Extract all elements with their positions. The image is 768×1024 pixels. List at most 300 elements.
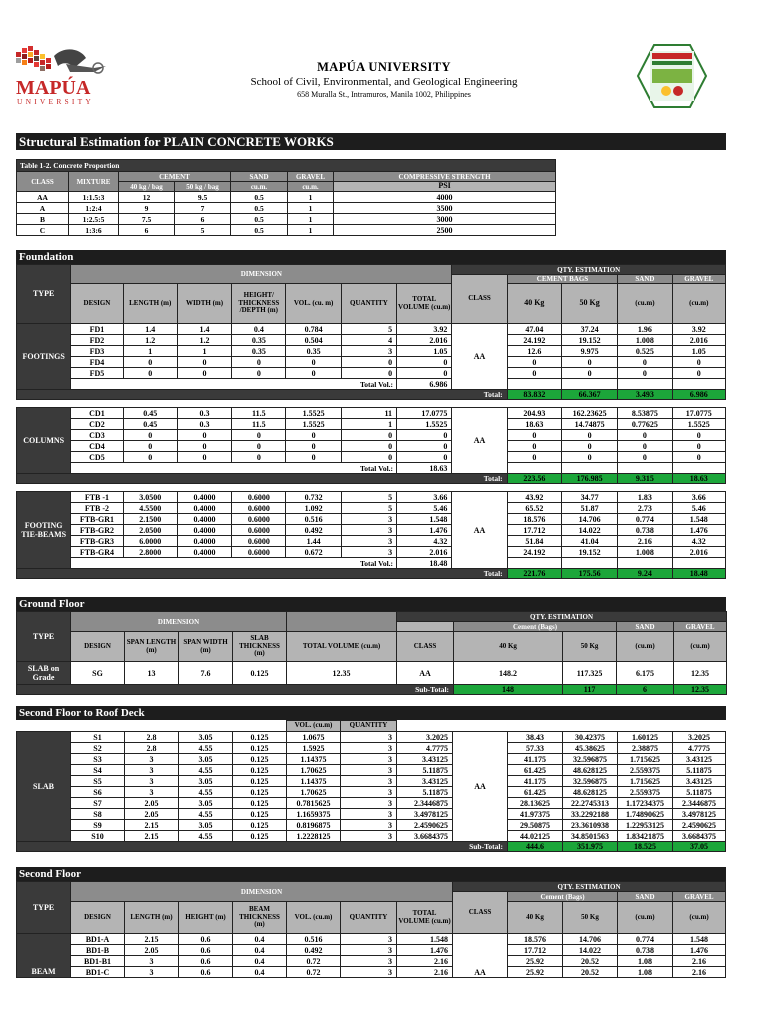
blank-cell <box>618 558 672 569</box>
cell: 0.738 <box>618 525 672 536</box>
table-row <box>17 474 726 484</box>
cell: 1:2.5:5 <box>69 214 119 225</box>
cell: 1.008 <box>618 547 672 558</box>
cell: FTB-GR4 <box>71 547 123 558</box>
cell: 5 <box>175 225 231 236</box>
cell: 3.66 <box>397 492 452 503</box>
cell: 3.2025 <box>673 732 726 743</box>
col-header-dimension: DIMENSION <box>71 265 452 284</box>
cell: 0 <box>177 368 231 379</box>
cell: FD2 <box>71 335 123 346</box>
table-row <box>17 809 726 820</box>
cell: 0 <box>341 430 396 441</box>
blank-cell <box>507 379 561 390</box>
table-row <box>17 408 726 419</box>
cell: S2 <box>71 743 125 754</box>
cell: 0 <box>618 441 672 452</box>
school-name: School of Civil, Environmental, and Geological Engineering <box>250 76 518 88</box>
cell: 0 <box>232 441 286 452</box>
cell: 1.5525 <box>397 419 452 430</box>
cell: 0 <box>123 452 177 463</box>
cell: 17.712 <box>507 525 561 536</box>
col-header-class: CLASS <box>453 892 508 934</box>
cell: B <box>17 214 69 225</box>
blank-cell <box>561 379 617 390</box>
cell: 0.672 <box>286 547 341 558</box>
total-label: Total: <box>17 474 508 484</box>
cell: 11.5 <box>232 419 286 430</box>
cell: 2.8 <box>125 732 179 743</box>
cell: 0.125 <box>233 743 287 754</box>
cell: 0.4 <box>233 934 287 945</box>
class-value: AA <box>453 934 508 978</box>
total-value: 3.493 <box>618 390 672 400</box>
blank-cell <box>561 558 617 569</box>
table-row <box>17 787 726 798</box>
cell: 4.55 <box>179 831 233 842</box>
class-value: AA <box>453 732 508 842</box>
cell: 29.50875 <box>508 820 563 831</box>
col-header-quantity: QUANTITY <box>341 902 397 934</box>
cell: 117.325 <box>563 662 617 685</box>
col-header-height: HEIGHT (m) <box>179 902 233 934</box>
table-row <box>17 956 726 967</box>
cell: 6.175 <box>617 662 674 685</box>
col-header-40kg: 40 Kg <box>454 632 563 662</box>
cell: 1.476 <box>672 525 725 536</box>
cell: 2.15 <box>125 831 179 842</box>
cell: 3 <box>341 776 397 787</box>
cell: 3 <box>341 754 397 765</box>
type-label: COLUMNS <box>17 408 71 474</box>
cell: 0.5 <box>231 214 288 225</box>
cell: 0.45 <box>123 419 177 430</box>
cell: 0.6 <box>179 945 233 956</box>
col-header-class: CLASS <box>397 632 454 662</box>
col-header-cement-bags: Cement (Bags) <box>508 892 618 902</box>
cell: 0.5 <box>231 225 288 236</box>
cell: 17.0775 <box>672 408 725 419</box>
cell: 1.08 <box>618 956 673 967</box>
cell: 0 <box>177 430 231 441</box>
blank-cell <box>507 558 561 569</box>
col-header-cement-bags: Cement (Bags) <box>454 622 617 632</box>
cell: 4.7775 <box>673 743 726 754</box>
cell: 19.152 <box>561 547 617 558</box>
cell: 0.5 <box>231 203 288 214</box>
cell: 3 <box>125 776 179 787</box>
total-label: Total: <box>17 569 508 579</box>
cell: 2.73 <box>618 503 672 514</box>
table-row <box>17 192 556 203</box>
cell: CD5 <box>71 452 123 463</box>
cell: 1.548 <box>397 514 452 525</box>
cell: FTB -1 <box>71 492 123 503</box>
cell: 3000 <box>334 214 556 225</box>
cell: 0.738 <box>618 945 673 956</box>
second-floor-table <box>16 881 726 978</box>
cell: 0 <box>286 441 341 452</box>
cell: 1.70625 <box>287 787 341 798</box>
cell: 0.516 <box>286 514 341 525</box>
cell: 32.596875 <box>563 754 618 765</box>
table-row <box>17 754 726 765</box>
cell: 0 <box>561 430 617 441</box>
cell: BD1-B1 <box>71 956 125 967</box>
cell: 2.16 <box>618 536 672 547</box>
col-header-sand-unit: (cu.m) <box>618 284 672 324</box>
cell: AA <box>17 192 69 203</box>
col-header-cement: CEMENT <box>119 172 231 182</box>
cell: 1.476 <box>397 525 452 536</box>
cell: 1.83 <box>618 492 672 503</box>
cell: 3 <box>341 346 396 357</box>
cell: 1.05 <box>672 346 725 357</box>
table-row <box>17 484 726 492</box>
cell: 3 <box>341 809 397 820</box>
cell: 0.492 <box>286 525 341 536</box>
cell: 9.5 <box>175 192 231 203</box>
cell: 44.02125 <box>508 831 563 842</box>
cell: 41.97375 <box>508 809 563 820</box>
cell: 2.16 <box>397 956 453 967</box>
cell: 0.125 <box>233 809 287 820</box>
col-header-bag40: 40 kg / bag <box>119 182 175 192</box>
table-row <box>17 743 726 754</box>
cell: 1.5525 <box>672 419 725 430</box>
cell: 1.0675 <box>287 732 341 743</box>
cell: C <box>17 225 69 236</box>
col-header-40kg: 40 Kg <box>508 902 563 934</box>
cell: BD1-A <box>71 934 125 945</box>
table-row <box>17 732 726 743</box>
cell: 65.52 <box>507 503 561 514</box>
cell: 3 <box>341 831 397 842</box>
col-header-sand: SAND <box>617 622 674 632</box>
cell: CD3 <box>71 430 123 441</box>
cell: 1:1.5:3 <box>69 192 119 203</box>
cell: 0 <box>177 357 231 368</box>
cell: 3 <box>125 787 179 798</box>
cell: FTB-GR3 <box>71 536 123 547</box>
cell: 0.504 <box>286 335 341 346</box>
subtotal-value: 18.525 <box>618 842 673 852</box>
cell: 1 <box>288 225 334 236</box>
cell: 0 <box>672 368 725 379</box>
cell: FD3 <box>71 346 123 357</box>
cell: 30.42375 <box>563 732 618 743</box>
table-row <box>17 379 726 390</box>
cell: 0 <box>123 357 177 368</box>
cell: 3 <box>341 732 397 743</box>
cell: 3.43125 <box>397 754 453 765</box>
col-header-total-volume: TOTAL VOLUME (cu.m) <box>287 632 397 662</box>
col-header-50kg: 50 Kg <box>561 284 617 324</box>
cell: 2.559375 <box>618 765 673 776</box>
cell: S8 <box>71 809 125 820</box>
cell: 0.72 <box>287 967 341 978</box>
col-header-dimension: DIMENSION <box>71 612 287 632</box>
col-header-qty: QTY. ESTIMATION <box>452 265 726 275</box>
cell: 0 <box>177 452 231 463</box>
section-ground-floor: Ground Floor <box>16 597 726 611</box>
cell: 0 <box>123 430 177 441</box>
cell: S6 <box>71 787 125 798</box>
cell: 4.32 <box>397 536 452 547</box>
cell: FTB-GR1 <box>71 514 123 525</box>
cell: 3.66 <box>672 492 725 503</box>
cell: 0 <box>232 430 286 441</box>
type-slab-on-grade: SLAB on Grade <box>17 662 71 685</box>
cell: A <box>17 203 69 214</box>
school-address: 658 Muralla St., Intramuros, Manila 1002, Philippines <box>297 90 471 99</box>
cell: 3 <box>125 967 179 978</box>
cell: 3.43125 <box>673 776 726 787</box>
col-header-quantity: QUANTITY <box>341 284 396 324</box>
cell: 2.559375 <box>618 787 673 798</box>
blank-cell <box>672 463 725 474</box>
cell: 47.04 <box>507 324 561 335</box>
cell: 0.125 <box>233 754 287 765</box>
cell: 0.774 <box>618 934 673 945</box>
table-row <box>17 842 726 852</box>
cell: 0.4000 <box>177 503 231 514</box>
col-header-length: LENGTH (m) <box>123 284 177 324</box>
cell: 1.74890625 <box>618 809 673 820</box>
cell: 13 <box>125 662 179 685</box>
cell: 48.628125 <box>563 765 618 776</box>
cell: 3 <box>341 787 397 798</box>
col-header-bag50: 50 kg / bag <box>175 182 231 192</box>
cell: 1.548 <box>397 934 453 945</box>
table-row <box>17 831 726 842</box>
cell: 0.5 <box>231 192 288 203</box>
cell: 1.96 <box>618 324 672 335</box>
table-row <box>17 390 726 400</box>
cell: 3.92 <box>672 324 725 335</box>
cell: 2.016 <box>672 547 725 558</box>
cell: 3500 <box>334 203 556 214</box>
cell: 6.0000 <box>123 536 177 547</box>
cell: 5.11875 <box>397 787 453 798</box>
col-header-qty: QTY. ESTIMATION <box>453 882 726 892</box>
cell: 0.6000 <box>232 514 286 525</box>
cell: 17.0775 <box>397 408 452 419</box>
cell: 3.05 <box>179 776 233 787</box>
cell: 1 <box>177 346 231 357</box>
cell: 0.35 <box>286 346 341 357</box>
cell: 0 <box>672 441 725 452</box>
col-header-sand: SAND <box>618 892 673 902</box>
cell: 1.4 <box>177 324 231 335</box>
cell: 11.5 <box>232 408 286 419</box>
cell: 2.016 <box>397 547 452 558</box>
cell: 0 <box>286 357 341 368</box>
total-value: 223.56 <box>507 474 561 484</box>
cell: 41.175 <box>508 754 563 765</box>
cell: 3 <box>341 956 397 967</box>
cell: 3.05 <box>179 754 233 765</box>
section-second-floor: Second Floor <box>16 867 726 881</box>
blank-cell <box>672 379 725 390</box>
table-row <box>17 368 726 379</box>
cell: 5.11875 <box>673 787 726 798</box>
cell: 0.125 <box>233 732 287 743</box>
cell: 38.43 <box>508 732 563 743</box>
cell: 0 <box>618 368 672 379</box>
cell: 5.46 <box>397 503 452 514</box>
type-label: SLAB <box>17 732 71 842</box>
col-header-dimension: DIMENSION <box>71 882 453 902</box>
cell: 1.008 <box>618 335 672 346</box>
cell: 3 <box>341 945 397 956</box>
cell: 0 <box>397 441 452 452</box>
subtotal-40kg: 148 <box>454 685 563 695</box>
blank-cell <box>507 463 561 474</box>
cell: 3.43125 <box>397 776 453 787</box>
cell: 6 <box>119 225 175 236</box>
cell: 0 <box>286 430 341 441</box>
cell: 1.2 <box>123 335 177 346</box>
cell: 4.55 <box>179 743 233 754</box>
table-row <box>17 430 726 441</box>
cell: 0 <box>341 368 396 379</box>
cell: 45.38625 <box>563 743 618 754</box>
cell: 3 <box>341 765 397 776</box>
cell: 0 <box>232 452 286 463</box>
mapua-logo-subtext: UNIVERSITY <box>17 97 94 106</box>
total-vol-value: 18.63 <box>397 463 452 474</box>
spacer <box>17 484 726 492</box>
cell: 0.784 <box>286 324 341 335</box>
document-header <box>0 0 768 125</box>
cell: 4000 <box>334 192 556 203</box>
cell: 7 <box>175 203 231 214</box>
cell: 0.774 <box>618 514 672 525</box>
col-header-sand-unit: (cu.m) <box>617 632 674 662</box>
total-value: 18.48 <box>672 569 725 579</box>
cell: 0 <box>123 368 177 379</box>
table-row <box>17 547 726 558</box>
table-row <box>17 357 726 368</box>
cell: 17.712 <box>508 945 563 956</box>
cell: 0.125 <box>233 662 287 685</box>
col-header-type: TYPE <box>17 612 71 662</box>
table-row <box>17 203 556 214</box>
cell: 1.70625 <box>287 765 341 776</box>
cell: 0 <box>341 357 396 368</box>
cell: 0 <box>232 357 286 368</box>
table-row <box>17 536 726 547</box>
blank-cell <box>561 463 617 474</box>
cell: 0.516 <box>287 934 341 945</box>
cell: 4 <box>341 335 396 346</box>
cell: 51.84 <box>507 536 561 547</box>
col-header-vol: VOL. (cu.m) <box>287 721 341 732</box>
cell: 12.35 <box>674 662 727 685</box>
col-header-sand-unit: (cu.m) <box>618 902 673 934</box>
total-vol-value: 18.48 <box>397 558 452 569</box>
cell: 24.192 <box>507 547 561 558</box>
cell: 0.35 <box>232 346 286 357</box>
col-header-sand-unit: cu.m. <box>231 182 288 192</box>
cell: 12.35 <box>287 662 397 685</box>
col-header-50kg: 50 Kg <box>563 632 617 662</box>
cell: S3 <box>71 754 125 765</box>
cell: 3 <box>125 765 179 776</box>
cell: 0.125 <box>233 765 287 776</box>
col-header-sand: SAND <box>618 275 672 284</box>
table-row <box>17 324 726 335</box>
cell: 0 <box>397 430 452 441</box>
cell: 61.425 <box>508 765 563 776</box>
col-header-design: DESIGN <box>71 902 125 934</box>
cell: 3 <box>341 967 397 978</box>
cell: 4.55 <box>179 787 233 798</box>
cell: 0 <box>507 452 561 463</box>
cell: 0.4000 <box>177 525 231 536</box>
cell: 14.706 <box>563 934 618 945</box>
cell: 0 <box>507 430 561 441</box>
cell: 0.6 <box>179 934 233 945</box>
cell: 14.706 <box>561 514 617 525</box>
cell: 23.3610938 <box>563 820 618 831</box>
cell: 1.08 <box>618 967 673 978</box>
cell: 41.175 <box>508 776 563 787</box>
cell: 204.93 <box>507 408 561 419</box>
table-row <box>17 798 726 809</box>
page-title: Structural Estimation for PLAIN CONCRETE WORKS <box>16 133 726 150</box>
cell: 41.04 <box>561 536 617 547</box>
type-label: FOOTING TIE-BEAMS <box>17 492 71 569</box>
col-header-gravel-unit: (cu.m) <box>673 902 726 934</box>
total-vol-label: Total Vol.: <box>359 558 394 568</box>
cell: 18.63 <box>507 419 561 430</box>
cell: 1.5525 <box>286 408 341 419</box>
cell: 0 <box>618 452 672 463</box>
cell: 0 <box>507 368 561 379</box>
cell: 2.16 <box>673 956 726 967</box>
blank-cell <box>618 379 672 390</box>
total-value: 18.63 <box>672 474 725 484</box>
col-header-gravel-unit: (cu.m) <box>672 284 725 324</box>
cell: S10 <box>71 831 125 842</box>
cell: 0 <box>561 452 617 463</box>
col-header-length: LENGTH (m) <box>125 902 179 934</box>
cell: 1.1659375 <box>287 809 341 820</box>
cell: 0 <box>672 430 725 441</box>
col-header-span-width: SPAN WIDTH (m) <box>179 632 233 662</box>
table-row <box>17 492 726 503</box>
subtotal-value: 37.05 <box>673 842 726 852</box>
cell: 0.492 <box>287 945 341 956</box>
cell: 1 <box>341 419 396 430</box>
cell: 0.6 <box>179 956 233 967</box>
cell: 2.8000 <box>123 547 177 558</box>
cell: 3.2025 <box>397 732 453 743</box>
table-caption: Table 1-2. Concrete Proportion <box>17 160 556 172</box>
cell: 18.576 <box>507 514 561 525</box>
cell: 0 <box>561 357 617 368</box>
cell: FD1 <box>71 324 123 335</box>
cell: 162.23625 <box>561 408 617 419</box>
cell: 0.6 <box>179 967 233 978</box>
cell: 8.53875 <box>618 408 672 419</box>
cell: 0.35 <box>232 335 286 346</box>
cell: 1:2:4 <box>69 203 119 214</box>
section-second-to-roof: Second Floor to Roof Deck <box>16 706 726 720</box>
cell: 3 <box>341 514 396 525</box>
